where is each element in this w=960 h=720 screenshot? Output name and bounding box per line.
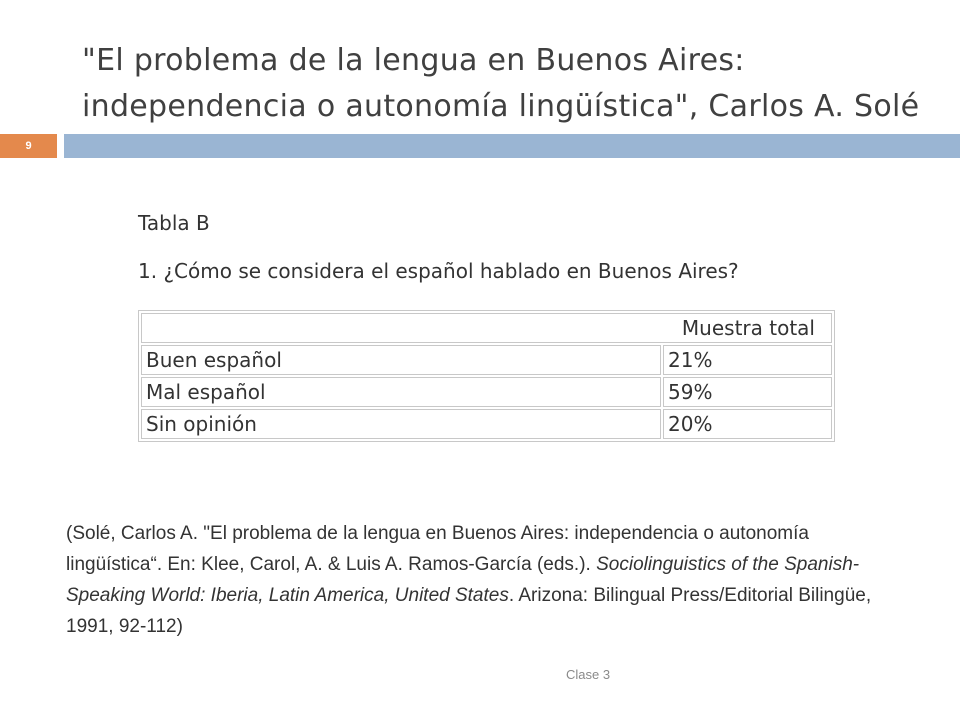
bibliographic-citation [66,518,906,642]
results-table [138,310,835,442]
survey-question: 1. ¿Cómo se considera el español hablado en Buenos Aires? [138,259,739,283]
row-value: 21% [663,345,832,375]
row-value: 20% [663,409,832,439]
row-label: Buen español [141,345,661,375]
row-label: Mal español [141,377,661,407]
column-header-muestra-total: Muestra total [141,313,832,343]
table-row [141,377,832,407]
citation-text-end: . Arizona: Bilingual Press/Editorial Bilingüe, 1991, 92-112) [66,585,872,637]
citation-book-title: Sociolinguistics of the Spanish-Speaking World: Iberia, Latin America, United States [66,554,860,606]
slide-title-line-1: "El problema de la lengua en Buenos Aires: [82,43,745,78]
title-accent-bar [64,134,960,158]
slide-title-line-2: independencia o autonomía lingüística", Carlos A. Solé [82,89,920,124]
slide-title [82,38,942,130]
row-value: 59% [663,377,832,407]
slide-number-badge: 9 [0,134,57,158]
table-row [141,409,832,439]
table-row [141,345,832,375]
table-b-image [125,195,835,450]
footer-label: Clase 3 [566,667,611,682]
table-header-row [141,313,832,343]
row-label: Sin opinión [141,409,661,439]
citation-text-start: (Solé, Carlos A. "El problema de la lengua en Buenos Aires: independencia o autonomía lingüística“. En: Klee, Carol, A. & Luis A. Ramos-García (eds.). [66,523,809,575]
table-heading: Tabla B [138,211,210,235]
